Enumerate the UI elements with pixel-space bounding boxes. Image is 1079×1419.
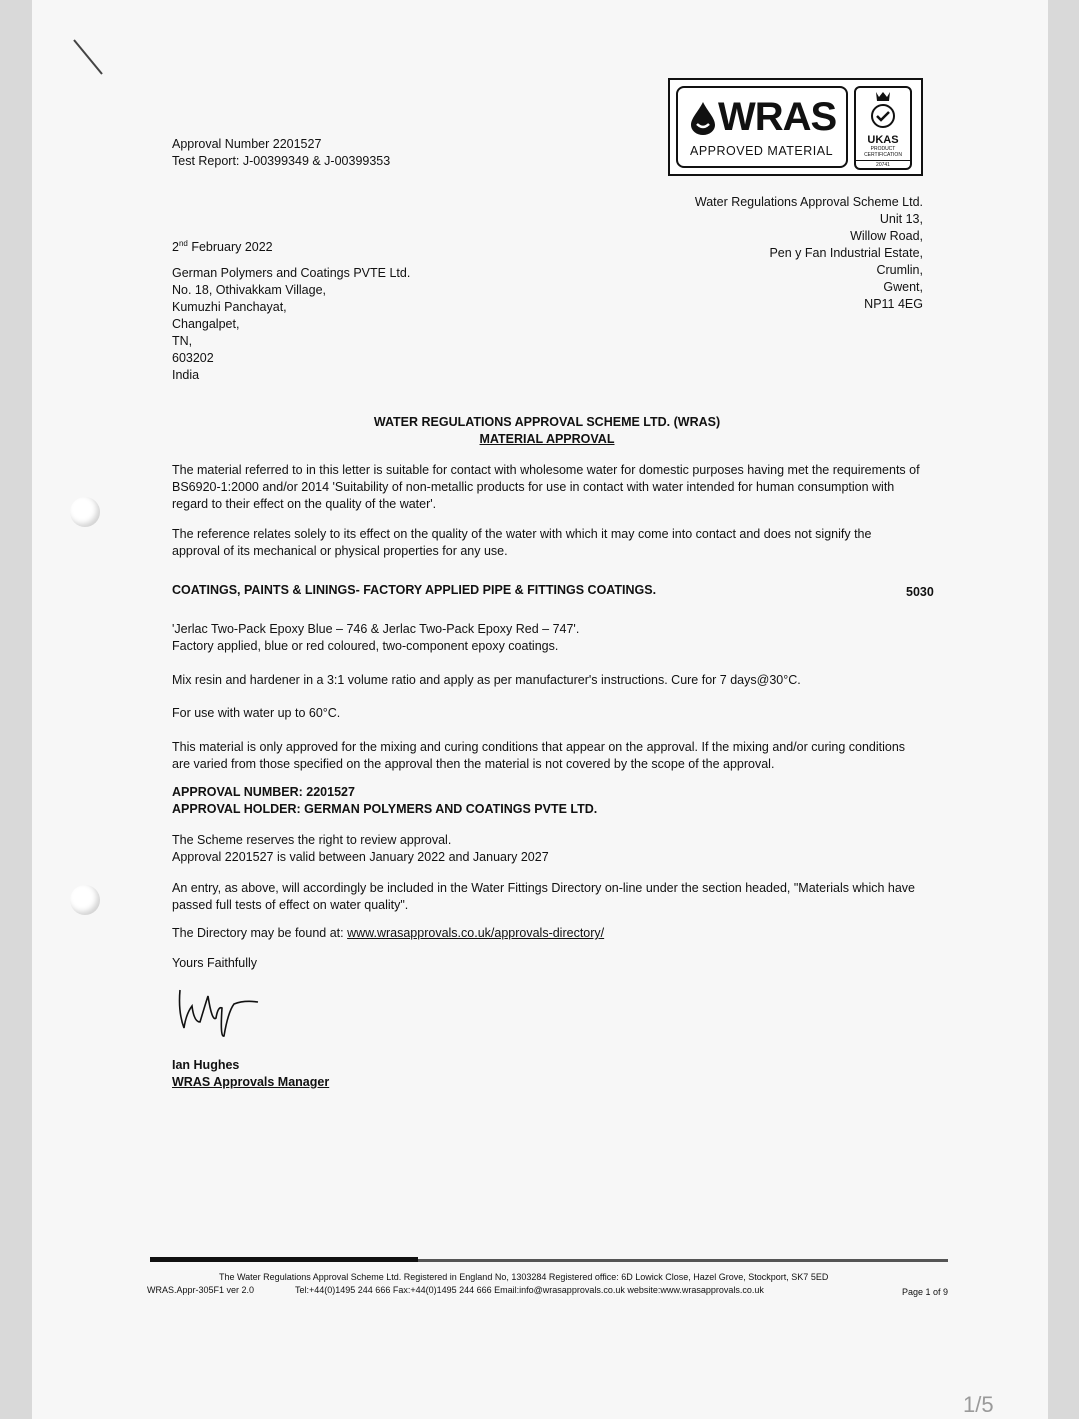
- wras-wordmark: WRAS: [718, 95, 837, 139]
- water-temperature: For use with water up to 60°C.: [172, 706, 341, 720]
- punch-hole-bottom: [70, 885, 100, 915]
- directory-link[interactable]: www.wrasapprovals.co.uk/approvals-directory/: [347, 926, 605, 940]
- paragraph-suitability: The material referred to in this letter is suitable for contact with wholesome water for domestic purposes having met the requirements of BS6920-1:2000 and/or 2014 'Suitability of non-metallic products for use in contact with water intended for human consumption with regard to their effect on the quality of the water'.: [172, 463, 920, 511]
- ukas-number: 20741: [856, 160, 910, 169]
- ukas-badge: [854, 86, 912, 170]
- approval-number-text: Approval Number 2201527: [172, 137, 322, 151]
- wras-logo-main: [676, 86, 848, 168]
- letter-title: [172, 414, 922, 448]
- title-line-1: WATER REGULATIONS APPROVAL SCHEME LTD. (WRAS): [373, 415, 721, 429]
- recipient-line: 603202: [172, 351, 214, 365]
- sender-line: Unit 13,: [879, 212, 923, 226]
- paragraph-directory-entry: An entry, as above, will accordingly be included in the Water Fittings Directory on-line under the section headed, "Materials which have passed full tests of effect on water quality".: [172, 881, 916, 912]
- footer-registration: The Water Regulations Approval Scheme Ltd. Registered in England No, 1303284 Registered office: 6D Lowick Close, Hazel Grove, Stockport, SK7 5ED: [219, 1272, 829, 1282]
- recipient-line: German Polymers and Coatings PVTE Ltd.: [172, 266, 411, 280]
- water-drop-icon: [688, 100, 718, 136]
- ukas-sub2: CERTIFICATION: [864, 152, 902, 158]
- crown-check-icon: [856, 90, 910, 130]
- signatory-name: Ian Hughes: [172, 1058, 240, 1072]
- sender-line: Pen y Fan Industrial Estate,: [769, 246, 923, 260]
- category-code: 5030: [906, 585, 934, 599]
- approval-details: [172, 784, 597, 818]
- sender-line: Water Regulations Approval Scheme Ltd.: [694, 195, 923, 209]
- paragraph-reference: The reference relates solely to its effect on the quality of the water with which it may come into contact and does not signify the approval of its mechanical or physical properties for any use.: [172, 527, 872, 558]
- review-line-1: The Scheme reserves the right to review approval.: [172, 833, 452, 847]
- approval-number-line: APPROVAL NUMBER: 2201527: [172, 785, 355, 799]
- staple-mark: [70, 36, 110, 80]
- review-statement: [172, 832, 549, 866]
- letter-date: 2nd February 2022: [172, 239, 273, 255]
- product-name: 'Jerlac Two-Pack Epoxy Blue – 746 & Jerlac Two-Pack Epoxy Red – 747'.: [172, 622, 580, 636]
- mixing-instructions: Mix resin and hardener in a 3:1 volume ratio and apply as per manufacturer's instructions. Cure for 7 days@30°C.: [172, 673, 801, 687]
- recipient-line: Kumuzhi Panchayat,: [172, 300, 287, 314]
- handwritten-signature: [172, 982, 267, 1042]
- test-report-text: Test Report: J-00399349 & J-00399353: [172, 154, 391, 168]
- recipient-line: India: [172, 368, 200, 382]
- material-category: COATINGS, PAINTS & LININGS- FACTORY APPLIED PIPE & FITTINGS COATINGS.: [172, 583, 657, 597]
- sender-line: Crumlin,: [876, 263, 923, 277]
- review-line-2: Approval 2201527 is valid between January 2022 and January 2027: [172, 850, 549, 864]
- recipient-line: No. 18, Othivakkam Village,: [172, 283, 327, 297]
- closing-salutation: Yours Faithfully: [172, 956, 257, 970]
- recipient-line: Changalpet,: [172, 317, 240, 331]
- punch-hole-top: [70, 497, 100, 527]
- signatory: [172, 1057, 329, 1091]
- footer-page-number: Page 1 of 9: [902, 1287, 949, 1297]
- paragraph-conditions: This material is only approved for the mixing and curing conditions that appear on the approval. If the mixing and/or curing conditions are varied from those specified on the approval then the material is not covered by the scope of the approval.: [172, 740, 906, 771]
- product-type: Factory applied, blue or red coloured, two-component epoxy coatings.: [172, 639, 559, 653]
- signatory-role: WRAS Approvals Manager: [172, 1075, 330, 1089]
- footer-rule-accent: [150, 1257, 418, 1262]
- recipient-address: [172, 265, 410, 384]
- wras-logo: [668, 78, 923, 176]
- approval-holder-line: APPROVAL HOLDER: GERMAN POLYMERS AND COATINGS PVTE LTD.: [172, 802, 598, 816]
- sender-address: [695, 194, 923, 313]
- product-description: [172, 621, 579, 655]
- sender-line: Gwent,: [883, 280, 923, 294]
- ukas-text: UKAS: [867, 134, 899, 146]
- ukas-sub1: PRODUCT: [870, 146, 896, 152]
- footer-contact: Tel:+44(0)1495 244 666 Fax:+44(0)1495 244 666 Email:info@wrasapprovals.co.uk website:www.wrasapprovals.co.uk: [295, 1285, 764, 1295]
- recipient-line: TN,: [172, 334, 193, 348]
- sender-line: Willow Road,: [850, 229, 923, 243]
- title-line-2: MATERIAL APPROVAL: [479, 432, 615, 446]
- page-counter: 1/5: [963, 1392, 994, 1417]
- approval-header: [172, 136, 390, 170]
- footer-doc-id: WRAS.Appr-305F1 ver 2.0: [147, 1285, 255, 1295]
- approved-material-text: APPROVED MATERIAL: [690, 144, 834, 158]
- directory-location: The Directory may be found at: www.wrasapprovals.co.uk/approvals-directory/: [172, 926, 605, 940]
- sender-line: NP11 4EG: [864, 297, 923, 311]
